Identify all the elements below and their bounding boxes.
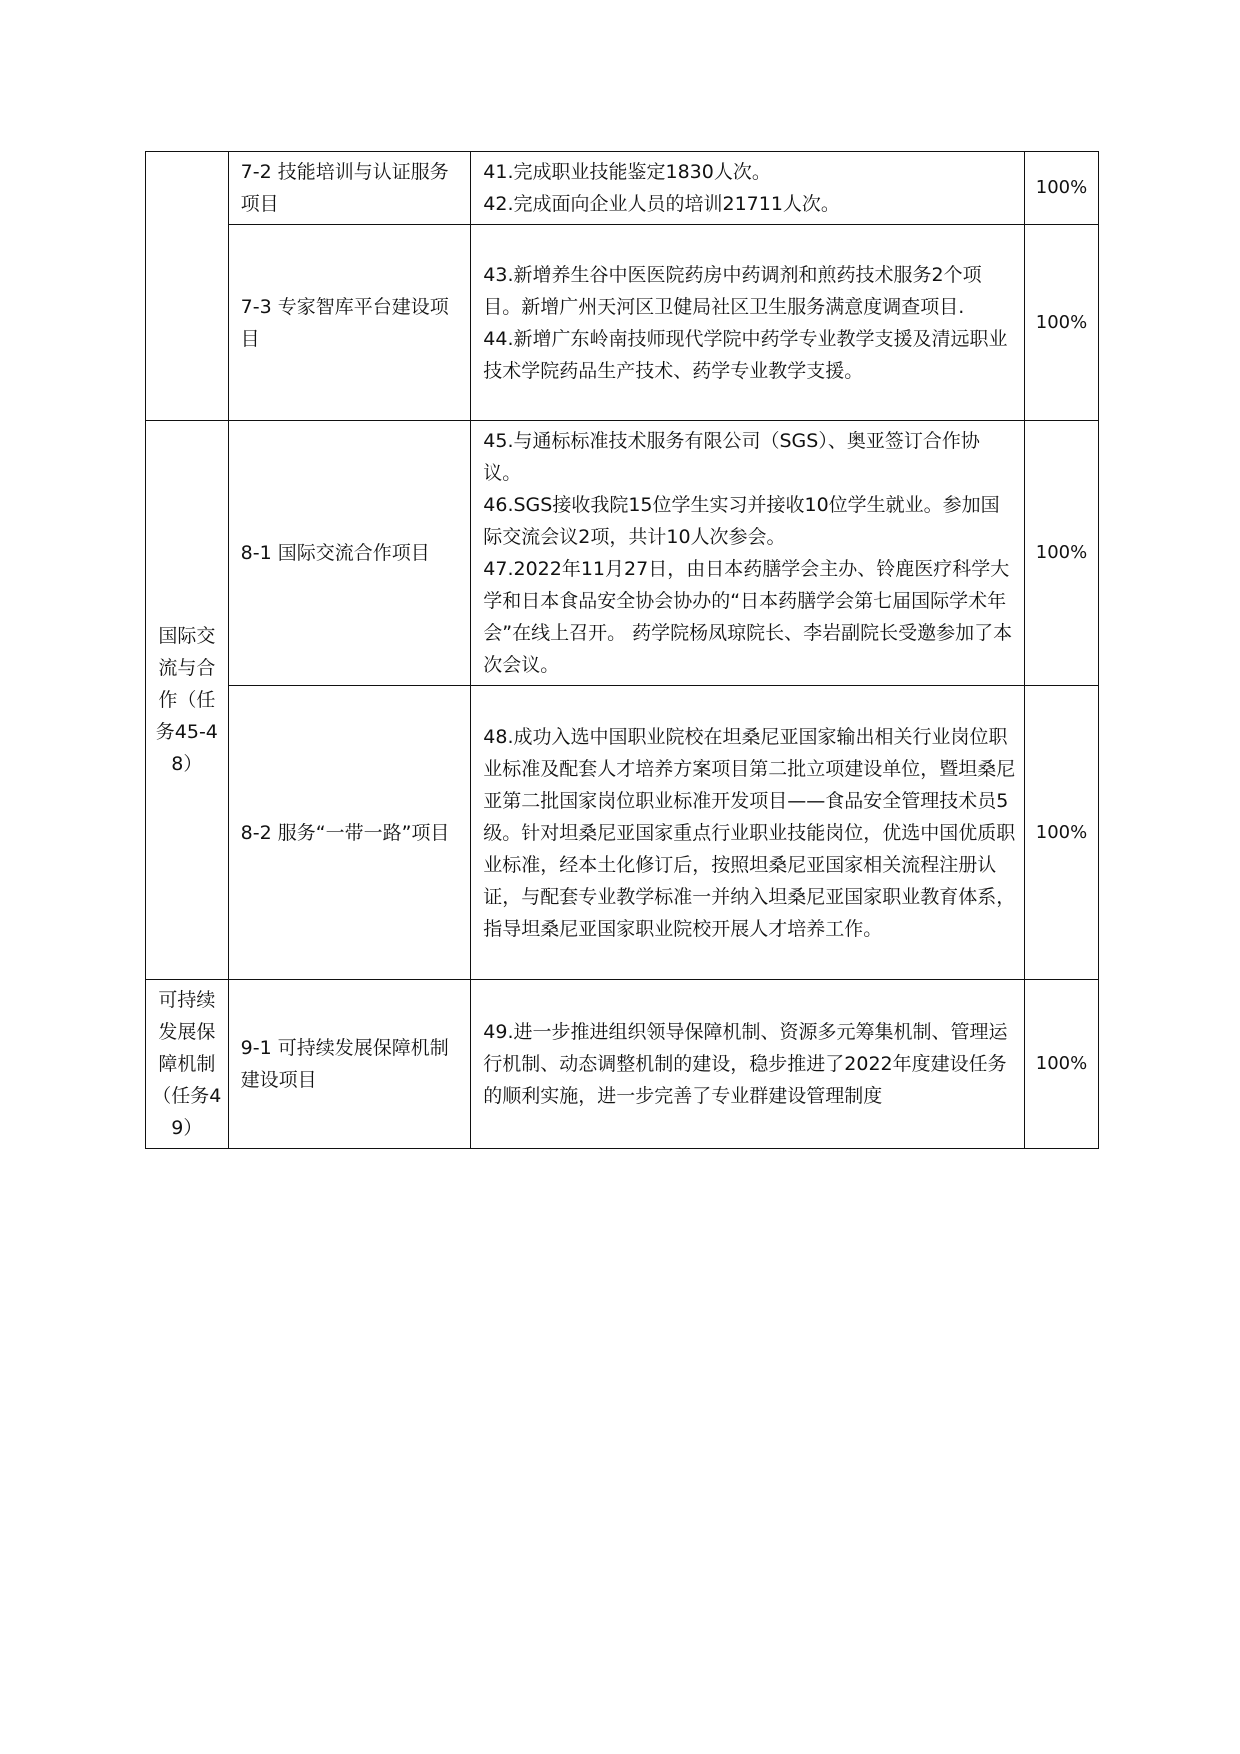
content-cell [471,686,1025,980]
content-cell [471,980,1025,1149]
category-cell: 国际交流与合作（任务45-48） [146,421,229,980]
table-row [146,980,1099,1149]
table-row [146,152,1099,225]
completion-rate-cell: 100% [1025,225,1099,421]
task-item: 46.SGS接收我院15位学生实习并接收10位学生就业。参加国际交流会议2项，共计10人次参会。 [483,494,1000,548]
task-item: 45.与通标标准技术服务有限公司（SGS）、奥亚签订合作协议。 [483,430,980,484]
table-row [146,421,1099,686]
task-item: 44.新增广东岭南技师现代学院中药学专业教学支援及清远职业技术学院药品生产技术、药学专业教学支援。 [483,327,1008,382]
completion-rate-cell: 100% [1025,686,1099,980]
completion-rate-cell: 100% [1025,421,1099,686]
task-item: 49.进一步推进组织领导保障机制、资源多元筹集机制、管理运行机制、动态调整机制的建设，稳步推进了2022年度建设任务的顺利实施，进一步完善了专业群建设管理制度 [483,1021,1008,1107]
task-completion-table [145,151,1099,1149]
completion-rate-cell: 100% [1025,152,1099,225]
table-row [146,686,1099,980]
project-cell: 8-1 国际交流合作项目 [228,421,471,686]
project-cell: 8-2 服务“一带一路”项目 [228,686,471,980]
content-cell [471,225,1025,421]
completion-rate-cell: 100% [1025,980,1099,1149]
project-cell: 7-2 技能培训与认证服务项目 [228,152,471,225]
project-cell: 7-3 专家智库平台建设项目 [228,225,471,421]
table-row [146,225,1099,421]
content-cell [471,152,1025,225]
task-item: 48.成功入选中国职业院校在坦桑尼亚国家输出相关行业岗位职业标准及配套人才培养方案项目第二批立项建设单位，暨坦桑尼亚第二批国家岗位职业标准开发项目——食品安全管理技术员5级。针对坦桑尼亚国家重点行业职业技能岗位，优选中国优质职业标准，经本土化修订后，按照坦桑尼亚国家相关流程注册认证，与配套专业教学标准一并纳入坦桑尼亚国家职业教育体系，指导坦桑尼亚国家职业院校开展人才培养工作。 [483,725,1016,940]
task-item: 43.新增养生谷中医医院药房中药调剂和煎药技术服务2个项目。新增广州天河区卫健局社区卫生服务满意度调查项目. [483,263,982,318]
category-cell-empty [146,152,229,421]
category-cell: 可持续发展保障机制（任务49） [146,980,229,1149]
project-cell: 9-1 可持续发展保障机制建设项目 [228,980,471,1149]
task-item: 42.完成面向企业人员的培训21711人次。 [483,193,840,215]
task-item: 41.完成职业技能鉴定1830人次。 [483,161,771,183]
content-cell [471,421,1025,686]
task-item: 47.2022年11月27日，由日本药膳学会主办、铃鹿医疗科学大学和日本食品安全协会协办的“日本药膳学会第七届国际学术年会”在线上召开。 药学院杨凤琼院长、李岩副院长受邀参加了本次会议。 [483,558,1013,676]
